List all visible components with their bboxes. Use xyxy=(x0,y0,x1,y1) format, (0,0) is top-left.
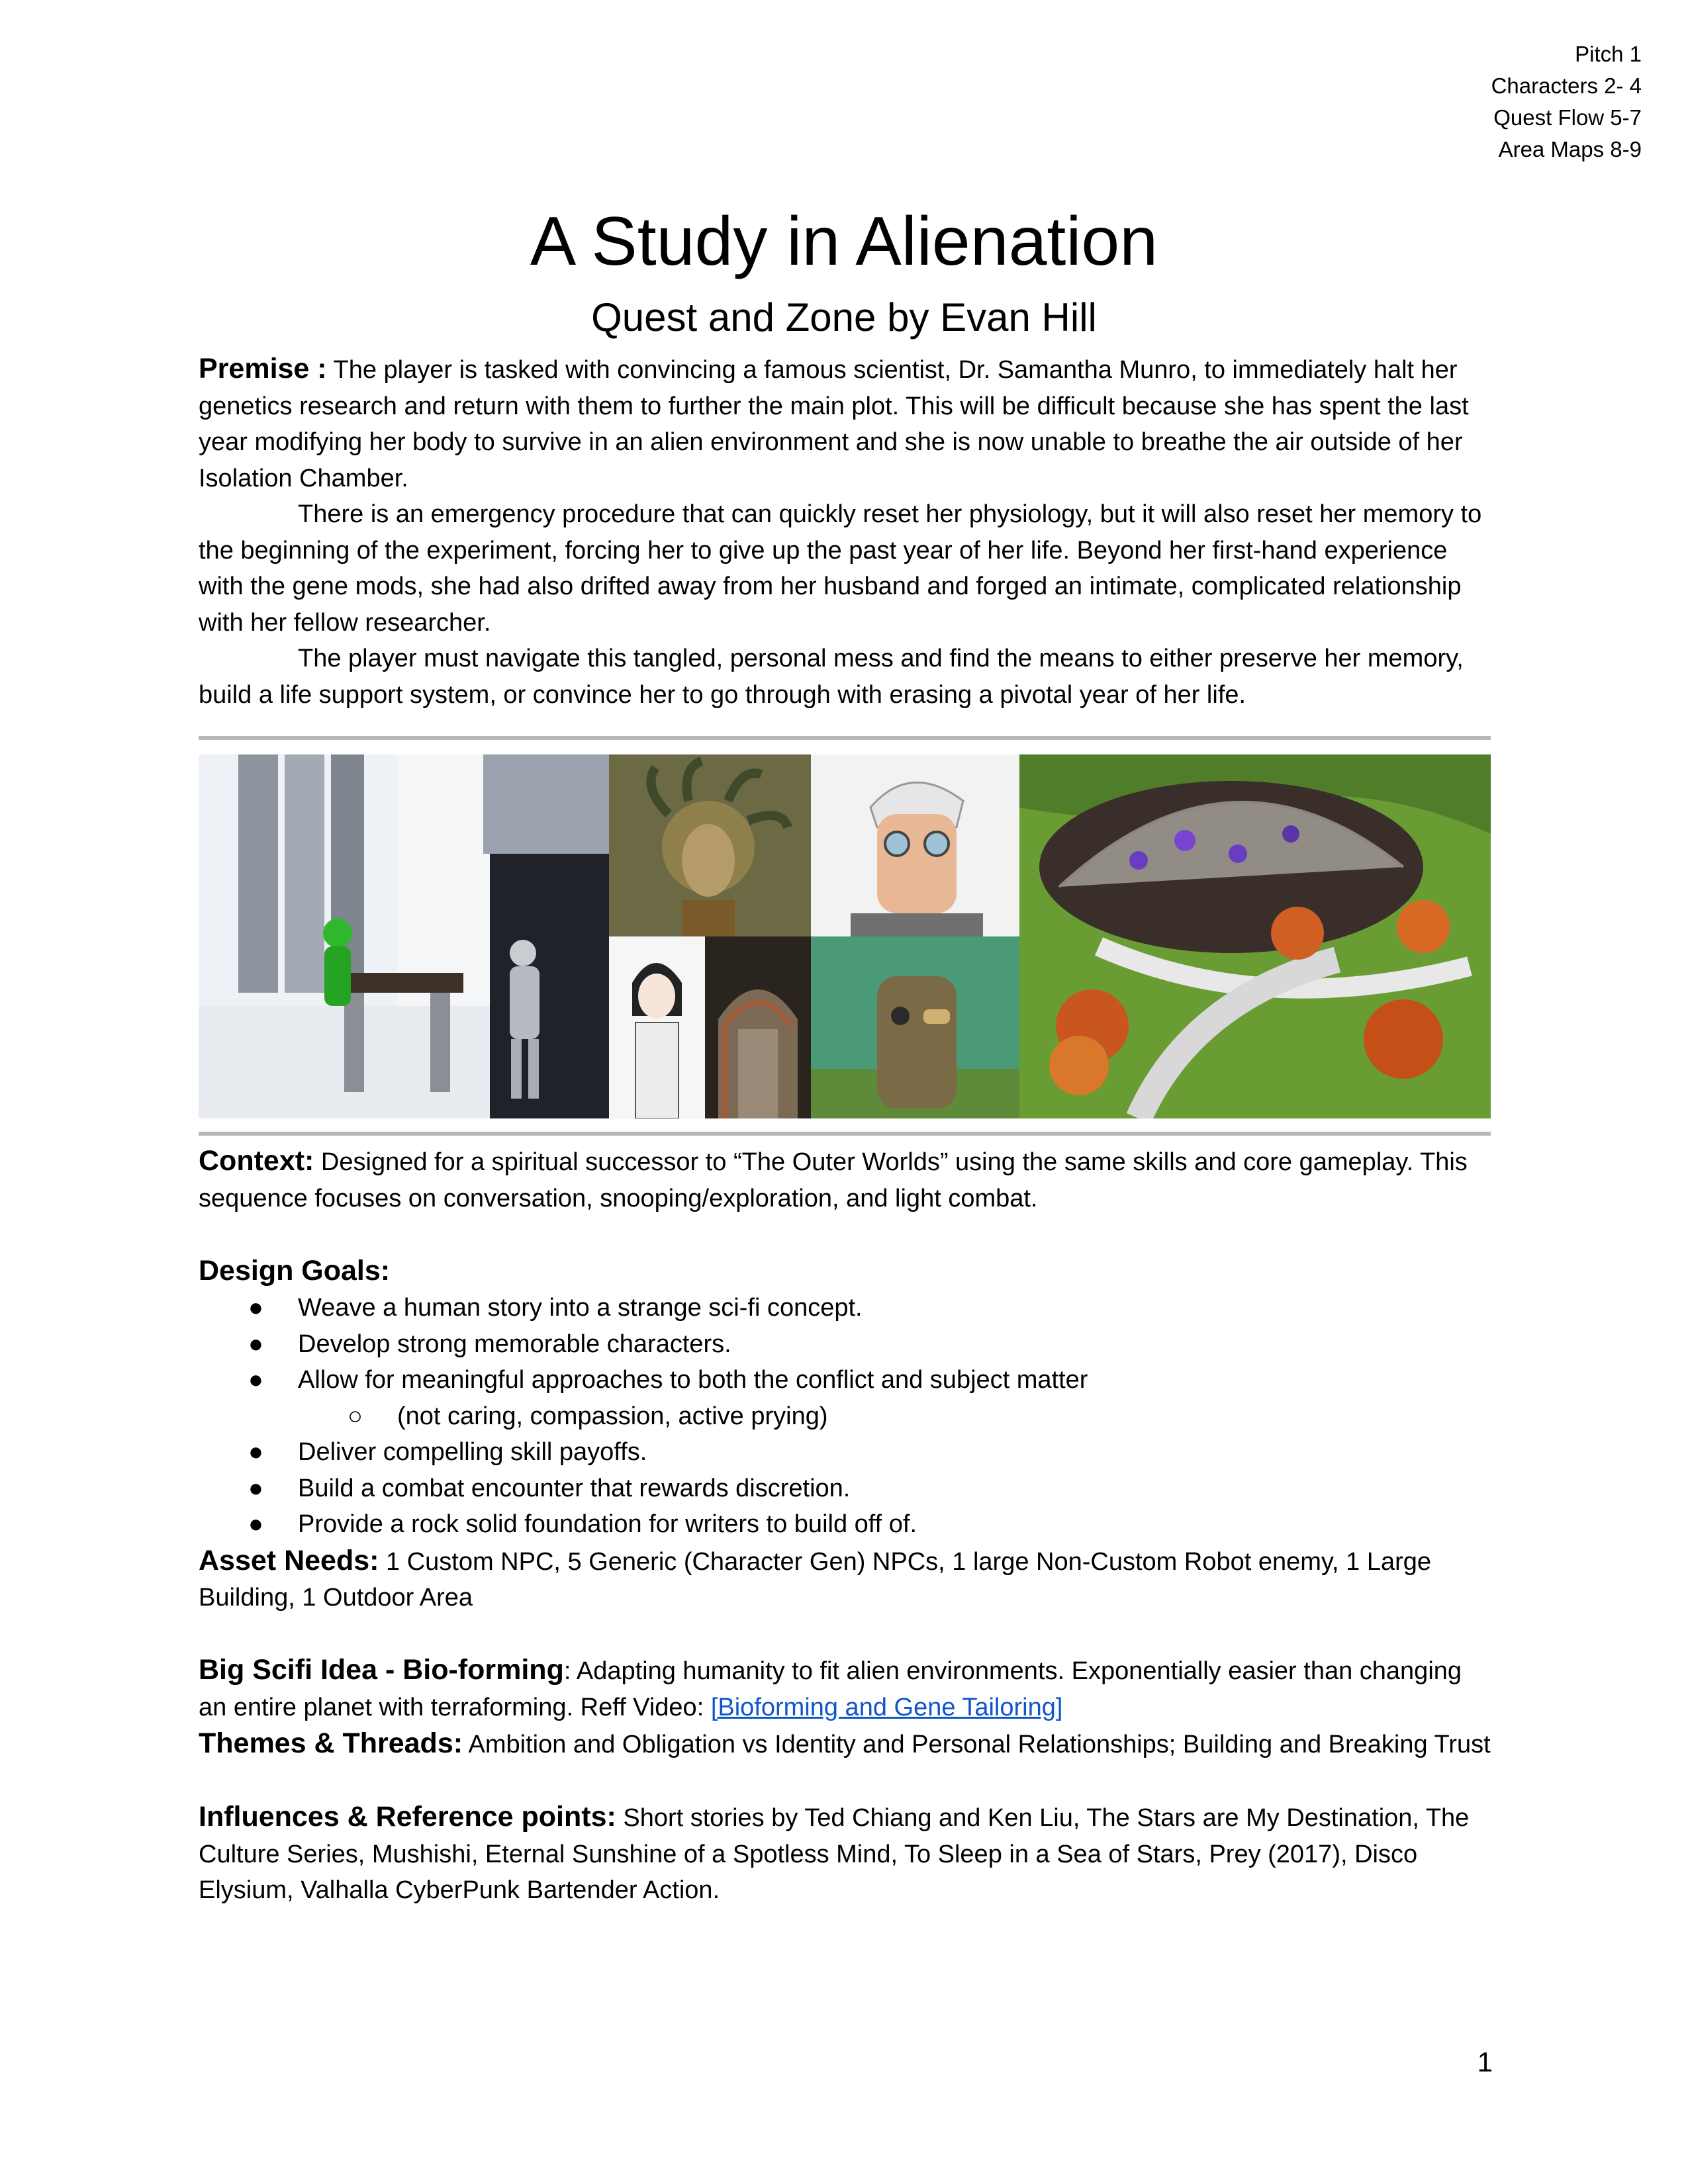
big-idea-paragraph xyxy=(199,1652,1496,1725)
table-of-contents xyxy=(1491,38,1642,165)
premise-paragraph-3: The player must navigate this tangled, personal mess and find the means to either preserve her memory, build a life support system, or convince her to go through with erasing a pivotal year of her life. xyxy=(199,645,1464,709)
divider-bottom xyxy=(199,1132,1491,1136)
list-item: ● Allow for meaningful approaches to both the conflict and subject matter xyxy=(199,1362,1496,1398)
context-text: Designed for a spiritual successor to “The Outer Worlds” using the same skills and core gameplay. This sequence focuses on conversation, snooping/exploration, and light combat. xyxy=(199,1148,1468,1212)
document-title: A Study in Alienation xyxy=(530,203,1158,280)
reference-image-collage xyxy=(199,754,1491,1118)
asset-needs-label: Asset Needs: xyxy=(199,1544,379,1576)
bullet-icon: ● xyxy=(248,1366,263,1394)
bullet-icon: ● xyxy=(248,1474,263,1502)
goggled-character-image xyxy=(811,754,1019,936)
bullet-icon: ● xyxy=(248,1510,263,1538)
rusty-structure-image xyxy=(705,936,811,1118)
themes-label: Themes & Threads: xyxy=(199,1727,463,1759)
design-goals-heading: Design Goals: xyxy=(199,1254,391,1287)
list-item: ● Provide a rock solid foundation for writers to build off of. xyxy=(199,1506,1496,1543)
big-idea-text: : Adapting humanity to fit alien environments. Exponentially easier than changing an entire planet with terraforming. Reff Video: xyxy=(199,1657,1462,1721)
medusa-art-image xyxy=(609,754,811,936)
list-item: ● Build a combat encounter that rewards discretion. xyxy=(199,1471,1496,1507)
list-item: ● Develop strong memorable characters. xyxy=(199,1326,1496,1363)
premise-paragraph-1: The player is tasked with convincing a famous scientist, Dr. Samantha Munro, to immediately halt her genetics research and return with them to further the main plot. This will be difficult because she has spent the last year modifying her body to survive in an alien environment and she is now unable to breathe the air outside of her Isolation Chamber. xyxy=(199,356,1469,492)
premise-section xyxy=(199,351,1496,713)
themes-paragraph xyxy=(199,1725,1496,1763)
influences-paragraph xyxy=(199,1799,1496,1909)
document-subtitle: Quest and Zone by Evan Hill xyxy=(591,295,1097,340)
themes-text: Ambition and Obligation vs Identity and Personal Relationships; Building and Breaking Trust xyxy=(463,1731,1491,1758)
bullet-icon: ● xyxy=(248,1294,263,1322)
lab-interior-image xyxy=(199,754,609,1118)
toc-entry-area-maps: Area Maps 8-9 xyxy=(1498,137,1642,161)
bullet-icon: ● xyxy=(248,1438,263,1466)
page-number: 1 xyxy=(1477,2046,1493,2077)
divider-top xyxy=(199,736,1491,740)
asset-needs-text: 1 Custom NPC, 5 Generic (Character Gen) NPCs, 1 large Non-Custom Robot enemy, 1 Large Building, 1 Outdoor Area xyxy=(199,1547,1432,1612)
bioforming-video-link[interactable]: [Bioforming and Gene Tailoring] xyxy=(710,1693,1063,1721)
geodesic-dome-zone-image xyxy=(1019,754,1491,1118)
details-section xyxy=(199,1143,1496,1909)
list-item: ● Deliver compelling skill payoffs. xyxy=(199,1434,1496,1471)
list-sub-item: ○ (not caring, compassion, active prying) xyxy=(199,1398,1496,1435)
toc-entry-characters: Characters 2- 4 xyxy=(1491,73,1642,98)
influences-text: Short stories by Ted Chiang and Ken Liu, The Stars are My Destination, The Culture Series, Mushishi, Eternal Sunshine of a Spotless Mind, To Sleep in a Sea of Stars, Prey (2017), Disco Elysium, Valhalla CyberPunk Bartender Action. xyxy=(199,1804,1470,1904)
big-idea-label: Big Scifi Idea - Bio-forming xyxy=(199,1654,564,1686)
toc-entry-quest-flow: Quest Flow 5-7 xyxy=(1493,105,1642,130)
green-robot-art-image xyxy=(811,936,1019,1118)
bullet-icon: ● xyxy=(248,1330,263,1358)
design-goals-list xyxy=(199,1290,1496,1543)
hollow-bullet-icon: ○ xyxy=(348,1402,363,1430)
context-paragraph xyxy=(199,1143,1496,1216)
anime-girl-sketch-image xyxy=(609,936,705,1118)
context-label: Context: xyxy=(199,1145,314,1177)
premise-paragraph-2: There is an emergency procedure that can quickly reset her physiology, but it will also reset her memory to the beginning of the experiment, forcing her to give up the past year of her life. Beyond her first-hand experience with the gene mods, she had also drifted away from her husband and forged an intimate, complicated relationship with her fellow researcher. xyxy=(199,500,1482,637)
asset-needs-paragraph xyxy=(199,1543,1496,1616)
premise-label: Premise : xyxy=(199,353,327,385)
list-item: ● Weave a human story into a strange sci-fi concept. xyxy=(199,1290,1496,1326)
toc-entry-pitch: Pitch 1 xyxy=(1575,42,1642,66)
influences-label: Influences & Reference points: xyxy=(199,1801,616,1833)
